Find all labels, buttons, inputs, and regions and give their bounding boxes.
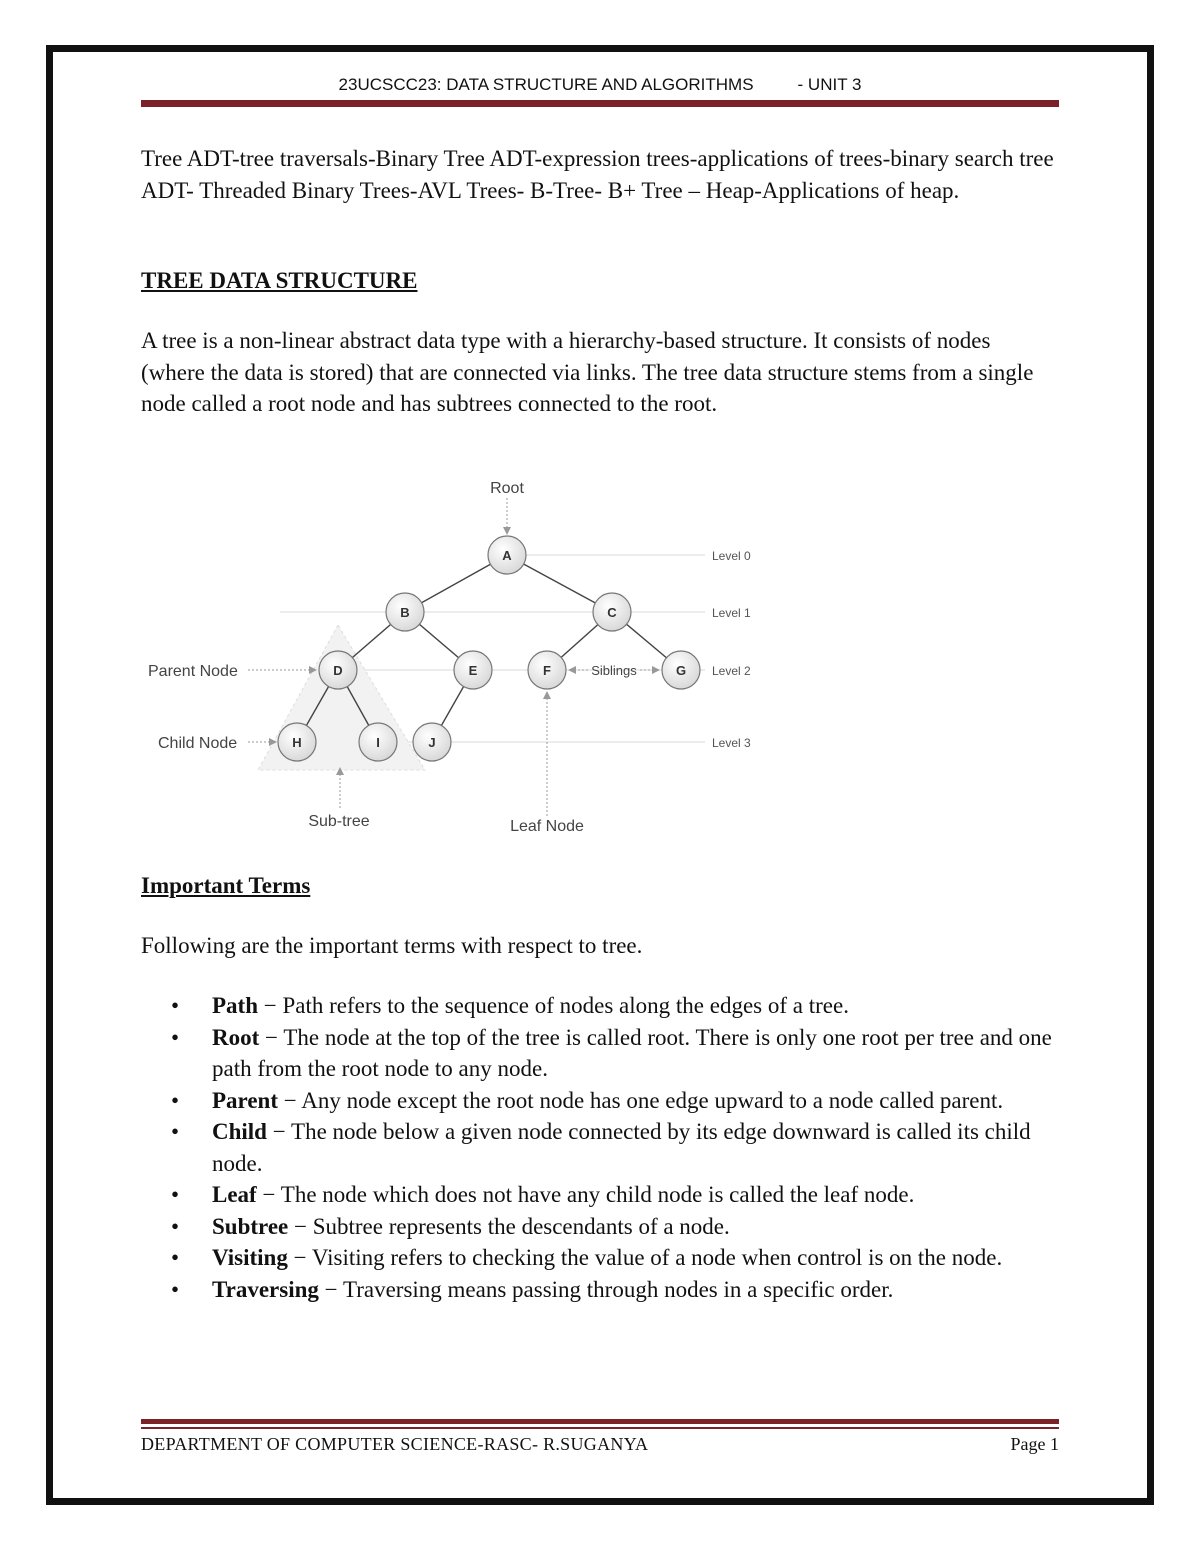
topics-paragraph: Tree ADT-tree traversals-Binary Tree ADT-expression trees-applications of trees-binary search tree ADT- Threaded Binary Trees-AVL Trees- B-Tree- B+ Tree – Heap-Applications of heap. — [141, 146, 1054, 203]
footer-rule — [141, 1419, 1059, 1424]
term-desc: − Path refers to the sequence of nodes along the edges of a tree. — [258, 993, 849, 1018]
header-title: 23UCSCC23: DATA STRUCTURE AND ALGORITHMS — [338, 75, 754, 94]
tree-diagram — [140, 470, 780, 850]
tree-node-d — [319, 651, 357, 689]
svg-text:I: I — [376, 735, 380, 750]
tree-node-j — [413, 723, 451, 761]
tree-node-g — [662, 651, 700, 689]
term-name: Visiting — [212, 1245, 288, 1270]
svg-text:D: D — [333, 663, 343, 678]
section-heading-tree: TREE DATA STRUCTURE — [141, 268, 418, 293]
sub-tree-label: Sub-tree — [308, 813, 370, 830]
intro-paragraph: A tree is a non-linear abstract data type with a hierarchy-based structure. It consists of nodes (where the data is stored) that are connected via links. The tree data structure stems from a single node called a root node and has subtrees connected to the root. — [141, 328, 1034, 416]
tree-node-f — [528, 651, 566, 689]
term-name: Parent — [212, 1087, 279, 1113]
bullet-icon: • — [171, 1182, 180, 1207]
level-2-label: Level 2 — [712, 664, 751, 678]
terms-list — [141, 990, 1059, 1305]
bullet-icon: • — [171, 993, 180, 1018]
term-name: Traversing — [212, 1276, 319, 1302]
bullet-icon: • — [171, 1213, 180, 1239]
term-desc: − Any node except the root node has one edge upward to a node called parent. — [278, 1087, 1004, 1113]
term-name: Root — [212, 1024, 260, 1050]
tree-node-h — [278, 723, 316, 761]
siblings-label: Siblings — [591, 663, 637, 678]
child-node-label: Child Node — [158, 735, 238, 752]
bullet-icon: • — [171, 1119, 180, 1144]
parent-node-label: Parent Node — [148, 663, 238, 680]
svg-text:H: H — [292, 735, 302, 750]
list-item — [141, 1242, 1059, 1274]
term-name: Path — [212, 993, 258, 1018]
root-label: Root — [490, 480, 524, 497]
level-3-label: Level 3 — [712, 736, 751, 750]
page-number: Page 1 — [1010, 1434, 1059, 1454]
list-item — [141, 1116, 1059, 1179]
leaf-node-label: Leaf Node — [510, 818, 584, 835]
tree-node-a — [488, 536, 526, 574]
svg-text:B: B — [400, 605, 410, 620]
level-0-label: Level 0 — [712, 549, 751, 563]
tree-node-b — [386, 593, 424, 631]
terms-lead: Following are the important terms with respect to tree. — [141, 933, 643, 958]
list-item — [141, 1022, 1059, 1085]
svg-text:C: C — [607, 605, 617, 620]
term-name: Leaf — [212, 1182, 257, 1207]
tree-node-c — [593, 593, 631, 631]
list-item — [141, 1211, 1059, 1243]
bullet-icon: • — [171, 1087, 180, 1113]
list-item — [141, 990, 1059, 1022]
header-unit: - UNIT 3 — [797, 75, 862, 94]
list-item — [141, 1274, 1059, 1306]
svg-text:G: G — [675, 663, 687, 678]
tree-node-i — [359, 723, 397, 761]
list-item — [141, 1179, 1059, 1211]
term-desc: − The node which does not have any child node is called the leaf node. — [256, 1182, 915, 1207]
tree-node-e — [454, 651, 492, 689]
level-1-label: Level 1 — [712, 606, 751, 620]
list-item — [141, 1085, 1059, 1117]
term-name: Child — [212, 1119, 267, 1144]
svg-text:F: F — [543, 663, 551, 678]
footer-rule-thin — [141, 1427, 1059, 1429]
bullet-icon: • — [171, 1245, 180, 1270]
svg-text:J: J — [428, 735, 436, 750]
bullet-icon: • — [171, 1024, 180, 1050]
term-desc: − The node below a given node connected by its edge downward is called its child node. — [212, 1119, 1031, 1176]
term-name: Subtree — [212, 1213, 289, 1239]
term-desc: − Visiting refers to checking the value of a node when control is on the node. — [287, 1245, 1003, 1270]
bullet-icon: • — [171, 1276, 180, 1302]
footer-department: DEPARTMENT OF COMPUTER SCIENCE-RASC- R.SUGANYA — [141, 1434, 649, 1454]
header-rule — [141, 100, 1059, 107]
svg-text:A: A — [502, 548, 512, 563]
term-desc: − Subtree represents the descendants of a node. — [288, 1213, 730, 1239]
term-desc: − Traversing means passing through nodes in a specific order. — [318, 1276, 894, 1302]
svg-text:E: E — [468, 663, 478, 678]
page-header — [0, 75, 1200, 95]
term-desc: − The node at the top of the tree is called root. There is only one root per tree and one path from the root node to any node. — [212, 1024, 1052, 1081]
section-heading-terms: Important Terms — [141, 873, 311, 898]
